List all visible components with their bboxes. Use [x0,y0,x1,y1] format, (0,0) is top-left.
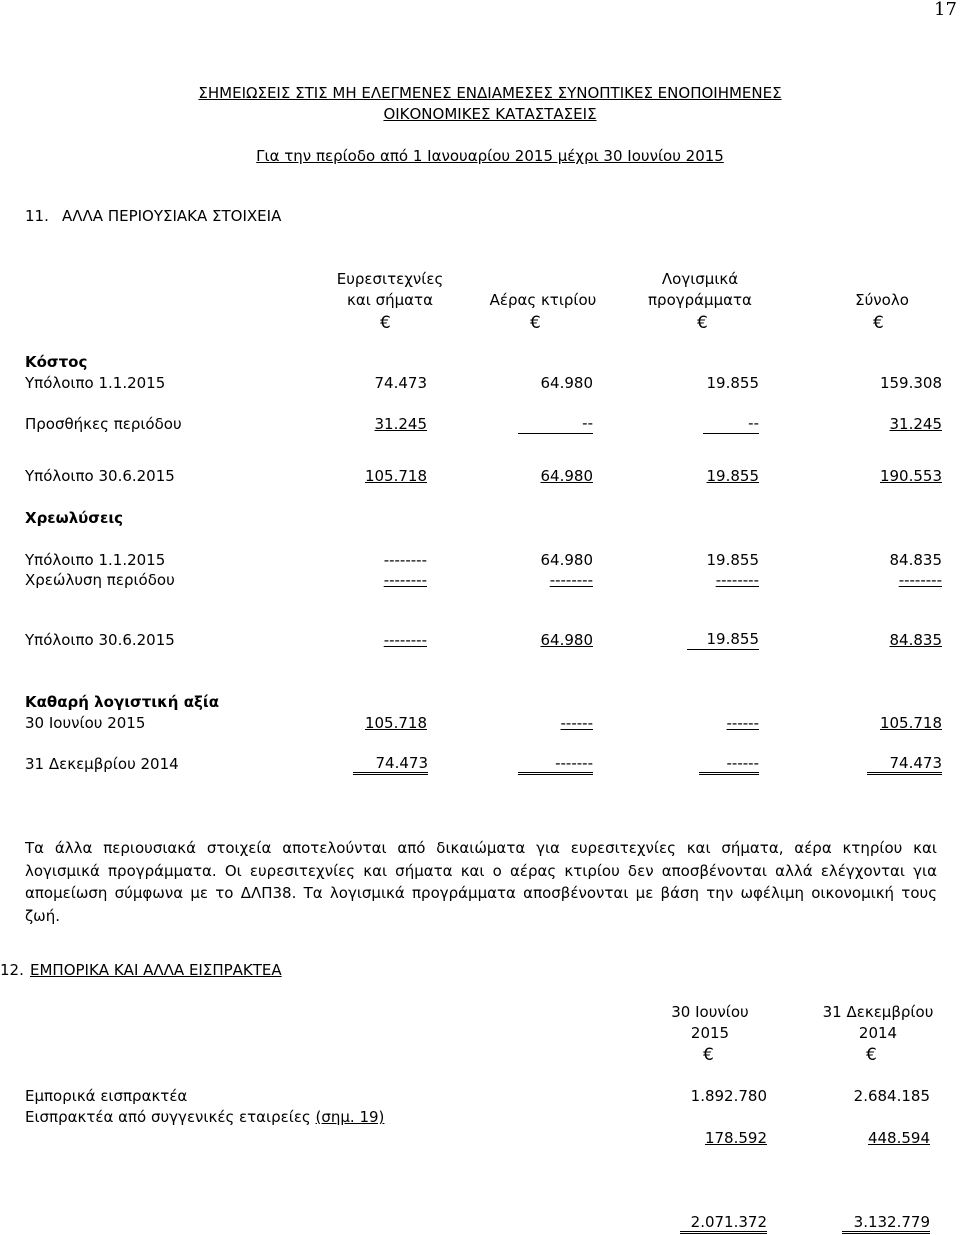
currency-col2: € [530,313,541,333]
cost-row-value: 159.308 [879,374,942,392]
dep-row-label: Χρεώλυση περιόδου [25,571,175,589]
cost-row-value: 64.980 [540,467,593,485]
note11-number: 11. [25,207,49,225]
dep-row-label: Υπόλοιπο 30.6.2015 [25,631,175,649]
dep-row-value: 64.980 [540,551,593,569]
dep-row-value: -------- [383,631,427,649]
dep-row-label: Υπόλοιπο 1.1.2015 [25,551,166,569]
currency-col1: € [380,313,391,333]
nbv-row-label: 30 Ιουνίου 2015 [25,714,146,732]
document-title-line2: ΟΙΚΟΝΟΜΙΚΕΣ ΚΑΤΑΣΤΑΣΕΙΣ [383,105,597,123]
dep-row-value: 19.855 [687,630,759,650]
cost-row-value: -- [518,414,593,434]
nbv-row-value: ------ [560,714,593,732]
cost-row-label: Προσθήκες περιόδου [25,415,182,433]
cost-row-value: 105.718 [364,467,427,485]
document-title-line1: ΣΗΜΕΙΩΣΕΙΣ ΣΤΙΣ ΜΗ ΕΛΕΓΜΕΝΕΣ ΕΝΔΙΑΜΕΣΕΣ ΣΥΝΟΠΤΙΚΕΣ ΕΝΟΠΟΙΗΜΕΝΕΣ [198,84,782,102]
currency-note12-col2: € [866,1045,877,1065]
col-patents-line1: Ευρεσιτεχνίες [336,270,444,288]
nbv-row-value: ------ [726,714,759,732]
col-software-line1: Λογισμικά [661,270,739,288]
currency-note12-col1: € [703,1045,714,1065]
receivables-total: 3.132.779 [842,1213,930,1234]
nbv-row-value: ------- [518,754,593,775]
related-receivables-label [25,1107,384,1127]
dep-row-value: 19.855 [706,551,759,569]
cost-row-value: -- [703,414,759,434]
dep-row-value: -------- [549,571,593,589]
cost-row-value: 19.855 [706,374,759,392]
nbv-row-value: ------ [699,754,759,775]
col-patents-line2: και σήματα [347,291,433,309]
col-total: Σύνολο [855,291,909,309]
dep-row-value: -------- [715,571,759,589]
receivables-row-value: 2.684.185 [853,1087,930,1105]
period-subtitle: Για την περίοδο από 1 Ιανουαρίου 2015 μέχρι 30 Ιουνίου 2015 [256,147,724,165]
nbv-row-value: 105.718 [364,714,427,732]
col-dec-2014-line2: 2014 [858,1024,898,1042]
nbv-heading: Καθαρή λογιστική αξία [25,693,220,711]
cost-row-value: 31.245 [889,415,942,433]
cost-row-value: 31.245 [374,415,427,433]
col-goodwill: Αέρας κτιρίου [489,291,597,309]
cost-heading: Κόστος [25,353,88,371]
note12-number: 12. [0,961,24,979]
cost-row-value: 190.553 [879,467,942,485]
dep-row-value: 64.980 [540,631,593,649]
page-number: 17 [934,0,957,20]
nbv-row-value: 105.718 [879,714,942,732]
dep-row-value: -------- [898,571,942,589]
note11-explanation: Τα άλλα περιουσιακά στοιχεία αποτελούνται από δικαιώματα για ευρεσιτεχνίες και σήματα, αέρα κτηρίου και λογισμικά προγράμματα. Οι ευρεσιτεχνίες και σήματα και ο αέρας κτιρίου δεν αποσβένονται αλλά ελέγχονται για απομείωση σύμφωνα με το ΔΛΠ38. Τα λογισμικά προγράμματα αποσβένονται με βάση την ωφέλιμη οικονομική τους ζωή. [25,839,937,925]
related-receivables-label-text: Εισπρακτέα από συγγενικές εταιρείες [25,1108,316,1126]
dep-row-value: 84.835 [889,551,942,569]
dep-row-value: -------- [383,571,427,589]
cost-row-label: Υπόλοιπο 30.6.2015 [25,467,175,485]
col-jun-2015-line1: 30 Ιουνίου [671,1003,749,1021]
col-dec-2014-line1: 31 Δεκεμβρίου [822,1003,934,1021]
currency-col3: € [697,313,708,333]
col-software-line2: προγράμματα [648,291,752,309]
depreciation-heading: Χρεωλύσεις [25,509,124,527]
receivables-row-value: 1.892.780 [690,1087,767,1105]
nbv-row-value: 74.473 [353,754,428,775]
related-receivables-value: 448.594 [867,1129,930,1147]
cost-row-value: 19.855 [706,467,759,485]
nbv-row-label: 31 Δεκεμβρίου 2014 [25,755,179,773]
currency-col4: € [873,313,884,333]
related-receivables-value: 178.592 [704,1129,767,1147]
nbv-row-value: 74.473 [867,754,942,775]
col-jun-2015-line2: 2015 [690,1024,730,1042]
receivables-row-label: Εμπορικά εισπρακτέα [25,1087,188,1105]
note12-title: ΕΜΠΟΡΙΚΑ ΚΑΙ ΑΛΛΑ ΕΙΣΠΡΑΚΤΕΑ [30,961,282,979]
dep-row-value: -------- [383,551,427,569]
note19-reference-link[interactable]: (σημ. 19) [315,1108,385,1126]
dep-row-value: 84.835 [889,631,942,649]
cost-row-label: Υπόλοιπο 1.1.2015 [25,374,166,392]
cost-row-value: 74.473 [374,374,427,392]
receivables-total: 2.071.372 [680,1213,767,1234]
cost-row-value: 64.980 [540,374,593,392]
note11-title: ΑΛΛΑ ΠΕΡΙΟΥΣΙΑΚΑ ΣΤΟΙΧΕΙΑ [62,207,282,225]
